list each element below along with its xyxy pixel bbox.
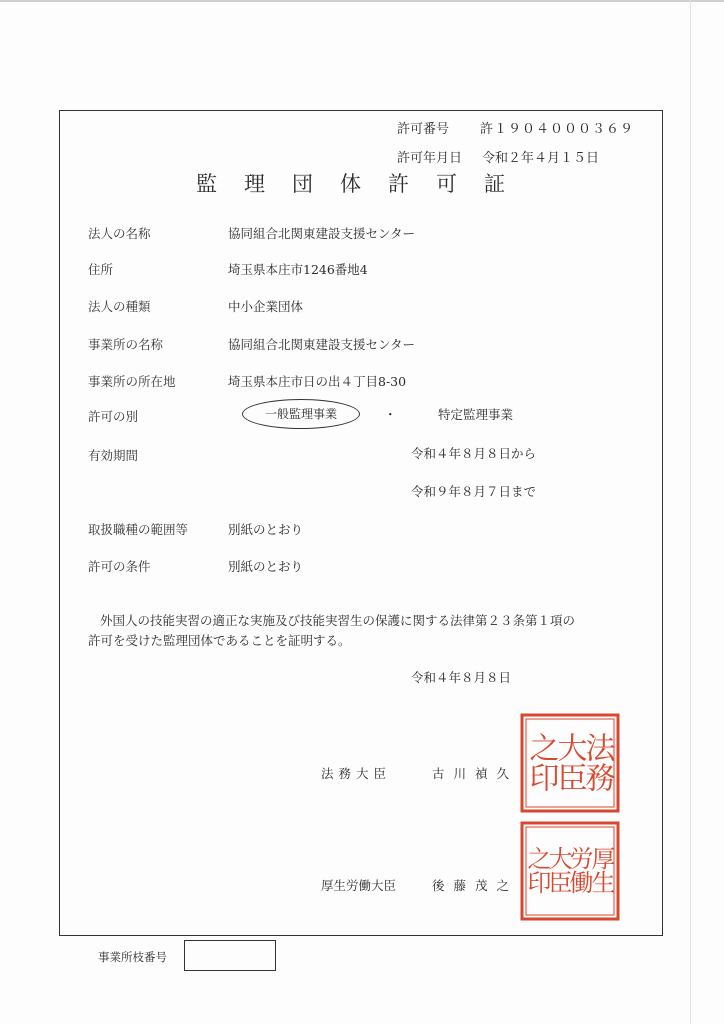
signatory2-name: 後藤茂之 [432,878,519,893]
permit-type-label: 許可の別 [88,409,139,424]
seal2-col3: 大臣 [544,846,572,894]
conditions-value: 別紙のとおり [228,559,304,574]
permit-number-value: 許１９０４０００３６９ [480,122,635,137]
seal1-col3: 之印 [523,732,559,792]
scope-value: 別紙のとおり [228,522,304,537]
seal-justice-minister [519,712,621,814]
address-value: 埼玉県本庄市1246番地4 [228,262,368,277]
validity-from: 令和４年８月８日から [411,446,537,461]
signatory1-name: 古川禎久 [432,766,519,781]
validity-label: 有効期間 [88,448,139,463]
signatory1-title: 法務大臣 [321,766,392,781]
seal1-col1: 法務 [579,732,615,792]
validity-to: 令和９年８月７日まで [411,484,537,499]
seal1-col2: 大臣 [551,732,587,792]
seal2-col4: 之印 [523,846,551,894]
corp-type-value: 中小企業団体 [228,299,304,314]
seal2-col2: 労働 [565,846,593,894]
seal2-col1: 厚生 [587,846,615,894]
permit-date-value: 令和２年４月１５日 [482,151,600,166]
office-location-value: 埼玉県本庄市日の出４丁目8-30 [228,374,407,389]
scan-edge-right [690,0,691,1024]
corp-type-label: 法人の種類 [88,299,151,314]
scan-edge-top [0,0,724,2]
permit-number-label: 許可番号 [397,122,450,137]
office-location-label: 事業所の所在地 [88,374,176,389]
scope-label: 取扱職種の範囲等 [88,522,189,537]
permit-type-separator: ・ [384,407,397,422]
corp-name-value: 協同組合北関東建設支援センター [228,226,416,241]
corp-name-label: 法人の名称 [88,226,151,241]
conditions-label: 許可の条件 [88,559,151,574]
page-title: 監理団体許可証 [196,172,532,196]
signatory2-title: 厚生労働大臣 [321,878,397,893]
address-label: 住所 [88,262,114,277]
issue-date: 令和４年８月８日 [411,670,512,685]
permit-date-label: 許可年月日 [397,151,463,166]
statement-line1: 外国人の技能実習の適正な実施及び技能実習生の保護に関する法律第２３条第１項の [100,613,576,628]
permit-type-selected: 一般監理事業 [242,399,360,429]
branch-number-label: 事業所枝番号 [98,950,167,964]
office-name-value: 協同組合北関東建設支援センター [228,337,416,352]
office-name-label: 事業所の名称 [88,337,164,352]
statement-line2: 許可を受けた監理団体であることを証明する。 [88,633,351,648]
branch-number-box [184,940,276,971]
permit-type-other: 特定監理事業 [438,407,514,422]
seal-health-minister [519,820,621,922]
